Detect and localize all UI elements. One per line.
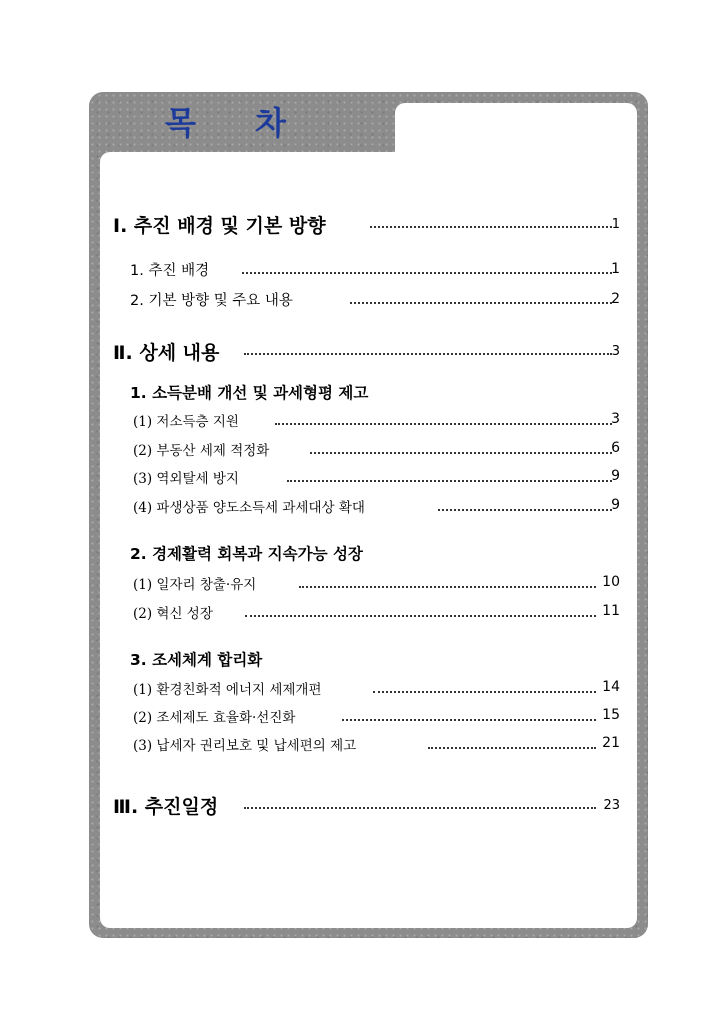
toc-entry-page: 3 <box>611 344 620 359</box>
toc-entry-section-2-3-2[interactable] <box>0 706 720 730</box>
dot-leader <box>299 586 596 588</box>
toc-entry-label: (3) 납세자 권리보호 및 납세편의 제고 <box>133 734 362 754</box>
toc-tab-corner <box>395 103 637 163</box>
dot-leader <box>370 226 612 228</box>
toc-entry-page: 21 <box>602 735 620 751</box>
toc-entry-section-2-1-2[interactable] <box>0 439 720 463</box>
toc-entry-section-2-3-1[interactable] <box>0 678 720 702</box>
toc-entry-label: (2) 부동산 세제 적정화 <box>133 439 275 459</box>
dot-leader <box>245 615 596 617</box>
toc-entry-label: Ⅰ. 추진 배경 및 기본 방향 <box>113 211 332 238</box>
toc-entry-section-2-2-2[interactable] <box>0 602 720 626</box>
dot-leader <box>242 272 612 274</box>
toc-entry-section-2[interactable] <box>0 338 720 362</box>
toc-entry-section-2-3-3[interactable] <box>0 734 720 758</box>
dot-leader <box>373 691 596 693</box>
toc-entry-page: 10 <box>602 574 620 590</box>
dot-leader <box>244 807 596 809</box>
toc-entry-label: Ⅱ. 상세 내용 <box>113 338 225 365</box>
toc-entry-page: 6 <box>611 440 620 456</box>
toc-entry-section-1[interactable] <box>0 211 720 235</box>
dot-leader <box>438 509 612 511</box>
toc-entry-page: 11 <box>602 603 620 619</box>
toc-entry-label: (3) 역외탈세 방지 <box>133 467 245 487</box>
toc-entry-label: 1. 추진 배경 <box>130 259 215 280</box>
toc-entry-section-2-3[interactable] <box>0 648 720 672</box>
toc-entry-section-2-2[interactable] <box>0 542 720 566</box>
dot-leader <box>244 353 612 355</box>
toc-entry-label: 3. 조세체계 합리화 <box>130 648 268 670</box>
toc-entry-label: (1) 일자리 창출·유지 <box>133 573 262 593</box>
toc-entry-section-2-1-1[interactable] <box>0 410 720 434</box>
toc-entry-label: (1) 저소득층 지원 <box>133 410 245 430</box>
toc-entry-label: Ⅲ. 추진일정 <box>113 792 224 819</box>
toc-entry-page: 9 <box>611 497 620 513</box>
toc-entry-label: (1) 환경친화적 에너지 세제개편 <box>133 678 328 698</box>
toc-entry-label: 1. 소득분배 개선 및 과세형평 제고 <box>130 381 374 403</box>
toc-entry-label: (4) 파생상품 양도소득세 과세대상 확대 <box>133 496 371 516</box>
dot-leader <box>342 719 596 721</box>
toc-entry-section-2-1-3[interactable] <box>0 467 720 491</box>
toc-entry-page: 23 <box>603 798 620 813</box>
toc-entry-section-1-2[interactable] <box>0 289 720 313</box>
toc-entry-section-1-1[interactable] <box>0 259 720 283</box>
dot-leader <box>287 480 612 482</box>
toc-entry-section-2-1-4[interactable] <box>0 496 720 520</box>
dot-leader <box>428 747 596 749</box>
toc-entry-label: 2. 기본 방향 및 주요 내용 <box>130 289 299 310</box>
toc-title: 목 차 <box>165 104 310 142</box>
toc-entry-label: (2) 조세제도 효율화·선진화 <box>133 706 301 726</box>
toc-entry-section-2-2-1[interactable] <box>0 573 720 597</box>
toc-entry-page: 9 <box>611 468 620 484</box>
toc-entry-page: 14 <box>602 679 620 695</box>
toc-entry-page: 2 <box>611 291 620 307</box>
dot-leader <box>310 452 612 454</box>
dot-leader <box>275 423 612 425</box>
toc-entry-section-2-1[interactable] <box>0 381 720 405</box>
toc-entry-label: (2) 혁신 성장 <box>133 602 219 622</box>
toc-entry-section-3[interactable] <box>0 792 720 816</box>
toc-entry-page: 3 <box>611 411 620 427</box>
toc-entry-label: 2. 경제활력 회복과 지속가능 성장 <box>130 542 369 564</box>
dot-leader <box>350 302 612 304</box>
toc-entry-page: 1 <box>611 261 620 277</box>
toc-entry-page: 15 <box>602 707 620 723</box>
toc-entry-page: 1 <box>611 217 620 232</box>
